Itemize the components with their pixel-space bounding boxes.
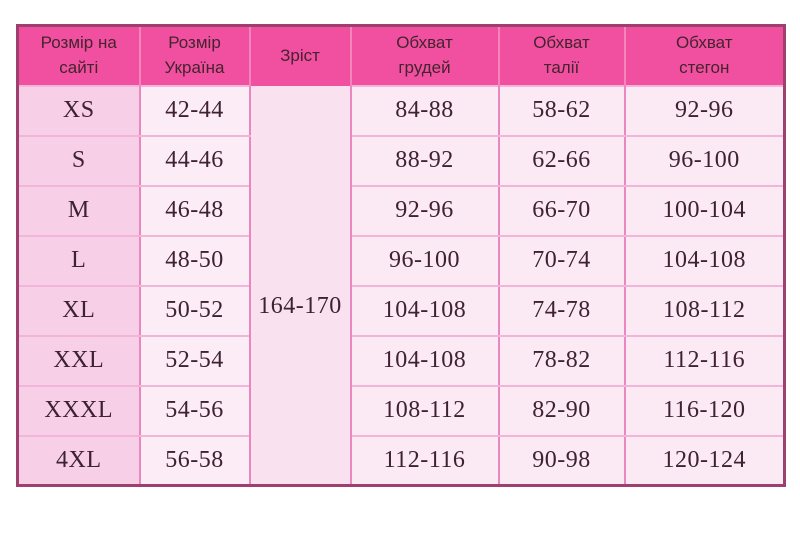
cell-waist: 62-66 <box>499 136 625 186</box>
cell-chest: 112-116 <box>351 436 499 486</box>
cell-site-size: 4XL <box>18 436 140 486</box>
cell-hips: 100-104 <box>625 186 785 236</box>
table-row <box>18 436 785 486</box>
cell-hips: 108-112 <box>625 286 785 336</box>
cell-waist: 78-82 <box>499 336 625 386</box>
cell-site-size: M <box>18 186 140 236</box>
cell-chest: 104-108 <box>351 336 499 386</box>
cell-hips: 104-108 <box>625 236 785 286</box>
cell-hips: 120-124 <box>625 436 785 486</box>
cell-hips: 92-96 <box>625 86 785 136</box>
header-chest <box>351 26 499 86</box>
header-line: талії <box>543 57 580 77</box>
header-line: сайті <box>59 57 99 77</box>
header-line: Обхват <box>675 33 733 53</box>
header-ua-size <box>140 26 250 86</box>
cell-ua-size: 46-48 <box>140 186 250 236</box>
header-line: Україна <box>164 57 225 77</box>
header-line: грудей <box>398 57 451 77</box>
cell-waist: 58-62 <box>499 86 625 136</box>
cell-waist: 66-70 <box>499 186 625 236</box>
cell-chest: 96-100 <box>351 236 499 286</box>
cell-ua-size: 54-56 <box>140 386 250 436</box>
header-line: Обхват <box>396 33 453 53</box>
cell-ua-size: 44-46 <box>140 136 250 186</box>
cell-chest: 92-96 <box>351 186 499 236</box>
cell-chest: 84-88 <box>351 86 499 136</box>
size-chart-table <box>16 24 786 487</box>
header-waist <box>499 26 625 86</box>
cell-hips: 112-116 <box>625 336 785 386</box>
cell-chest: 88-92 <box>351 136 499 186</box>
cell-site-size: XXXL <box>18 386 140 436</box>
cell-ua-size: 52-54 <box>140 336 250 386</box>
cell-waist: 82-90 <box>499 386 625 436</box>
cell-ua-size: 56-58 <box>140 436 250 486</box>
cell-site-size: XL <box>18 286 140 336</box>
header-line: Розмір <box>168 33 221 53</box>
table-row <box>18 236 785 286</box>
table-row <box>18 386 785 436</box>
cell-hips: 96-100 <box>625 136 785 186</box>
cell-site-size: S <box>18 136 140 186</box>
cell-ua-size: 48-50 <box>140 236 250 286</box>
header-site-size <box>18 26 140 86</box>
cell-ua-size: 42-44 <box>140 86 250 136</box>
header-line: Обхват <box>533 33 590 53</box>
header-hips <box>625 26 785 86</box>
cell-site-size: L <box>18 236 140 286</box>
header-height <box>250 26 351 86</box>
table-row <box>18 186 785 236</box>
cell-chest: 108-112 <box>351 386 499 436</box>
cell-ua-size: 50-52 <box>140 286 250 336</box>
header-row <box>18 26 785 86</box>
cell-hips: 116-120 <box>625 386 785 436</box>
header-line: Розмір на <box>40 33 117 53</box>
cell-chest: 104-108 <box>351 286 499 336</box>
cell-height-merged: 164-170 <box>250 86 351 486</box>
cell-waist: 90-98 <box>499 436 625 486</box>
header-line: стегон <box>679 57 730 77</box>
cell-waist: 70-74 <box>499 236 625 286</box>
table-row <box>18 286 785 336</box>
table-row <box>18 336 785 386</box>
cell-site-size: XXL <box>18 336 140 386</box>
header-line: Зріст <box>280 45 320 65</box>
cell-site-size: XS <box>18 86 140 136</box>
table-row <box>18 136 785 186</box>
cell-waist: 74-78 <box>499 286 625 336</box>
table-row <box>18 86 785 136</box>
